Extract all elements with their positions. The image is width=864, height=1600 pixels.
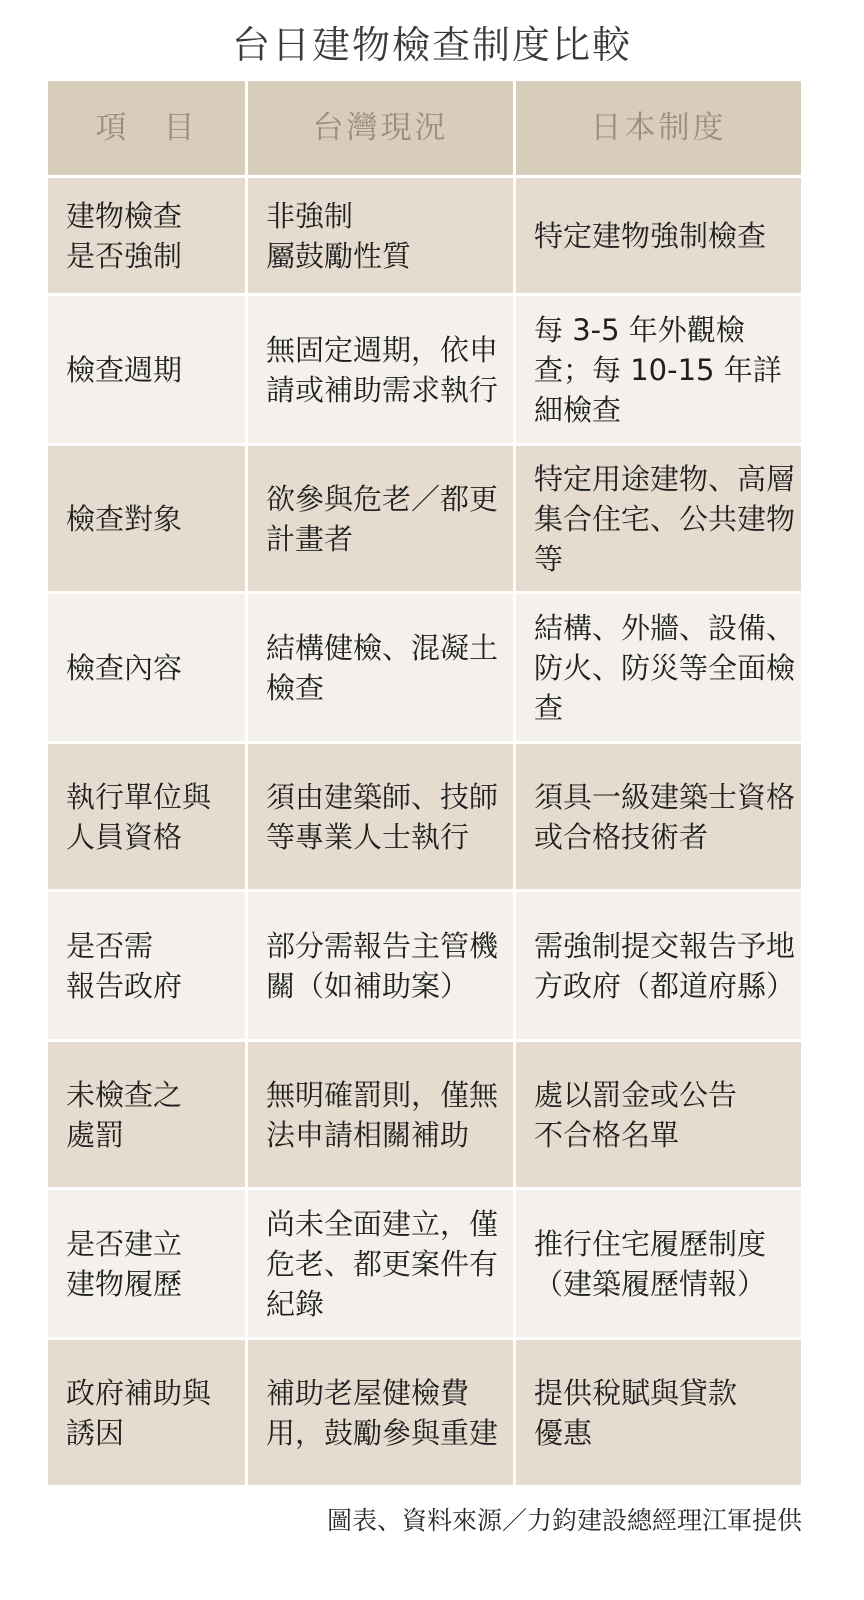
taiwan-cell <box>247 891 515 1041</box>
table-row <box>47 1041 803 1189</box>
table-row <box>47 593 803 743</box>
cell-text: 是否需 報告政府 <box>66 928 183 1003</box>
cell-text: 建物檢查 是否強制 <box>66 198 183 273</box>
taiwan-cell <box>247 445 515 593</box>
cell-text: 提供稅賦與貸款 優惠 <box>534 1375 738 1450</box>
row-label-cell <box>47 177 247 295</box>
japan-cell <box>515 593 803 743</box>
taiwan-cell <box>247 295 515 445</box>
taiwan-cell <box>247 1339 515 1487</box>
comparison-table <box>45 78 804 1488</box>
japan-cell <box>515 177 803 295</box>
japan-cell <box>515 891 803 1041</box>
taiwan-cell <box>247 1041 515 1189</box>
cell-text: 須由建築師、技師等專業人士執行 <box>266 779 499 854</box>
cell-text: 特定用途建物、高層集合住宅、公共建物等 <box>534 461 796 576</box>
cell-text: 部分需報告主管機關（如補助案） <box>266 928 499 1003</box>
row-label-cell <box>47 743 247 891</box>
cell-text: 無固定週期，依申請或補助需求執行 <box>266 332 499 407</box>
cell-text: 欲參與危老／都更計畫者 <box>266 481 499 556</box>
table-row <box>47 445 803 593</box>
cell-text: 無明確罰則，僅無法申請相關補助 <box>266 1077 499 1152</box>
table-row <box>47 743 803 891</box>
japan-cell <box>515 1041 803 1189</box>
taiwan-cell <box>247 177 515 295</box>
cell-text: 每 3-5 年外觀檢查；每 10-15 年詳細檢查 <box>534 312 782 427</box>
cell-text: 執行單位與人員資格 <box>66 779 212 854</box>
japan-cell <box>515 445 803 593</box>
cell-text: 推行住宅履歷制度 （建築履歷情報） <box>534 1226 767 1301</box>
taiwan-cell <box>247 743 515 891</box>
table-row <box>47 295 803 445</box>
row-label-cell <box>47 445 247 593</box>
cell-text: 檢查週期 <box>66 352 183 387</box>
japan-cell <box>515 743 803 891</box>
table-row <box>47 891 803 1041</box>
japan-cell <box>515 295 803 445</box>
cell-text: 結構、外牆、設備、防火、防災等全面檢查 <box>534 610 796 725</box>
row-label-cell <box>47 1339 247 1487</box>
row-label-cell <box>47 1189 247 1339</box>
cell-text: 補助老屋健檢費用，鼓勵參與重建 <box>266 1375 499 1450</box>
row-label-cell <box>47 891 247 1041</box>
table-header-row <box>47 80 803 177</box>
japan-cell <box>515 1189 803 1339</box>
cell-text: 結構健檢、混凝土檢查 <box>266 630 499 705</box>
japan-cell <box>515 1339 803 1487</box>
cell-text: 處以罰金或公告 不合格名單 <box>534 1077 738 1152</box>
page-title: 台日建物檢查制度比較 <box>231 23 632 67</box>
taiwan-cell <box>247 593 515 743</box>
table-body <box>47 177 803 1487</box>
row-label-cell <box>47 1041 247 1189</box>
header-japan: 日本制度 <box>515 80 803 177</box>
header-item: 項 目 <box>47 80 247 177</box>
cell-text: 需強制提交報告予地方政府（都道府縣） <box>534 928 796 1003</box>
cell-text: 特定建物強制檢查 <box>534 218 767 253</box>
cell-text: 政府補助與誘因 <box>66 1375 212 1450</box>
row-label-cell <box>47 593 247 743</box>
table-row <box>47 1189 803 1339</box>
header-taiwan: 台灣現況 <box>247 80 515 177</box>
cell-text: 檢查內容 <box>66 650 183 685</box>
table-row <box>47 177 803 295</box>
table-row <box>47 1339 803 1487</box>
cell-text: 未檢查之 處罰 <box>66 1077 183 1152</box>
cell-text: 非強制 屬鼓勵性質 <box>266 198 412 273</box>
cell-text: 須具一級建築士資格或合格技術者 <box>534 779 796 854</box>
row-label-cell <box>47 295 247 445</box>
cell-text: 尚未全面建立，僅危老、都更案件有紀錄 <box>266 1206 499 1321</box>
source-note: 圖表、資料來源／力鈞建設總經理江軍提供 <box>326 1506 802 1535</box>
cell-text: 是否建立 建物履歷 <box>66 1226 183 1301</box>
cell-text: 檢查對象 <box>66 501 183 536</box>
taiwan-cell <box>247 1189 515 1339</box>
